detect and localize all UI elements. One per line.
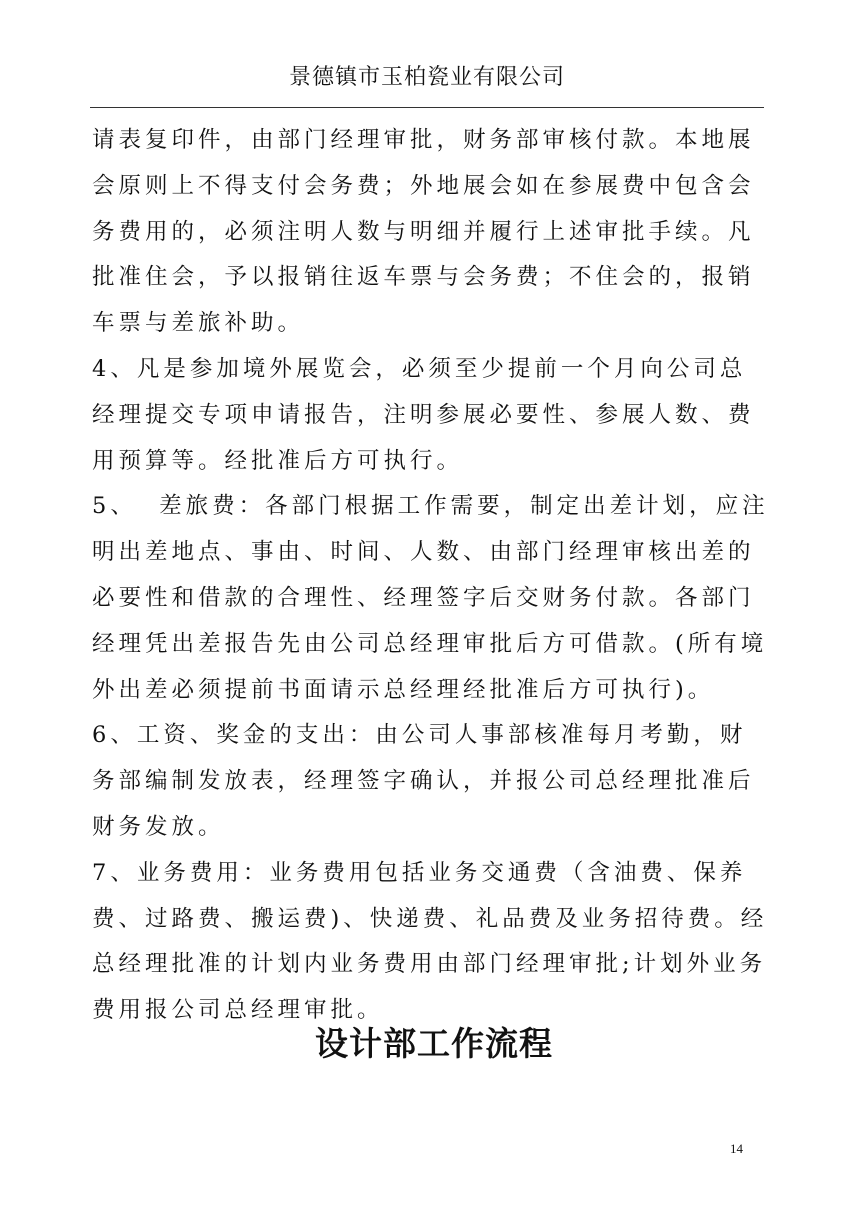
paragraph-item-7: 7、业务费用：业务费用包括业务交通费（含油费、保养费、过路费、搬运费)、快递费、礼品费及业务招待费。经总经理批准的计划内业务费用由部门经理审批;计划外业务费用报公司总经理审批。 bbox=[92, 859, 768, 1024]
page-header bbox=[90, 60, 764, 108]
header-divider bbox=[90, 107, 764, 108]
paragraph-continuation: 请表复印件，由部门经理审批，财务部审核付款。本地展会原则上不得支付会务费；外地展会如在参展费中包含会务费用的，必须注明人数与明细并履行上述审批手续。凡批准住会，予以报销往返车票与会务费；不住会的，报销车票与差旅补助。 bbox=[92, 127, 755, 337]
page-number: 14 bbox=[730, 1141, 743, 1156]
paragraph-item-4: 4、凡是参加境外展览会，必须至少提前一个月向公司总经理提交专项申请报告，注明参展必要性、参展人数、费用预算等。经批准后方可执行。 bbox=[92, 355, 755, 474]
paragraph-item-6: 6、工资、奖金的支出：由公司人事部核准每月考勤，财务部编制发放表，经理签字确认，并报公司总经理批准后财务发放。 bbox=[92, 722, 755, 840]
company-name: 景德镇市玉柏瓷业有限公司 bbox=[288, 65, 565, 90]
paragraph-item-5: 5、 差旅费：各部门根据工作需要，制定出差计划，应注明出差地点、事由、时间、人数、由部门经理审核出差的必要性和借款的合理性、经理签字后交财务付款。各部门经理凭出差报告先由公司总经理审批后方可借款。(所有境外出差必须提前书面请示总经理经批准后方可执行)。 bbox=[92, 493, 769, 703]
document-body bbox=[92, 118, 772, 1034]
section-title: 设计部工作流程 bbox=[315, 1024, 553, 1063]
